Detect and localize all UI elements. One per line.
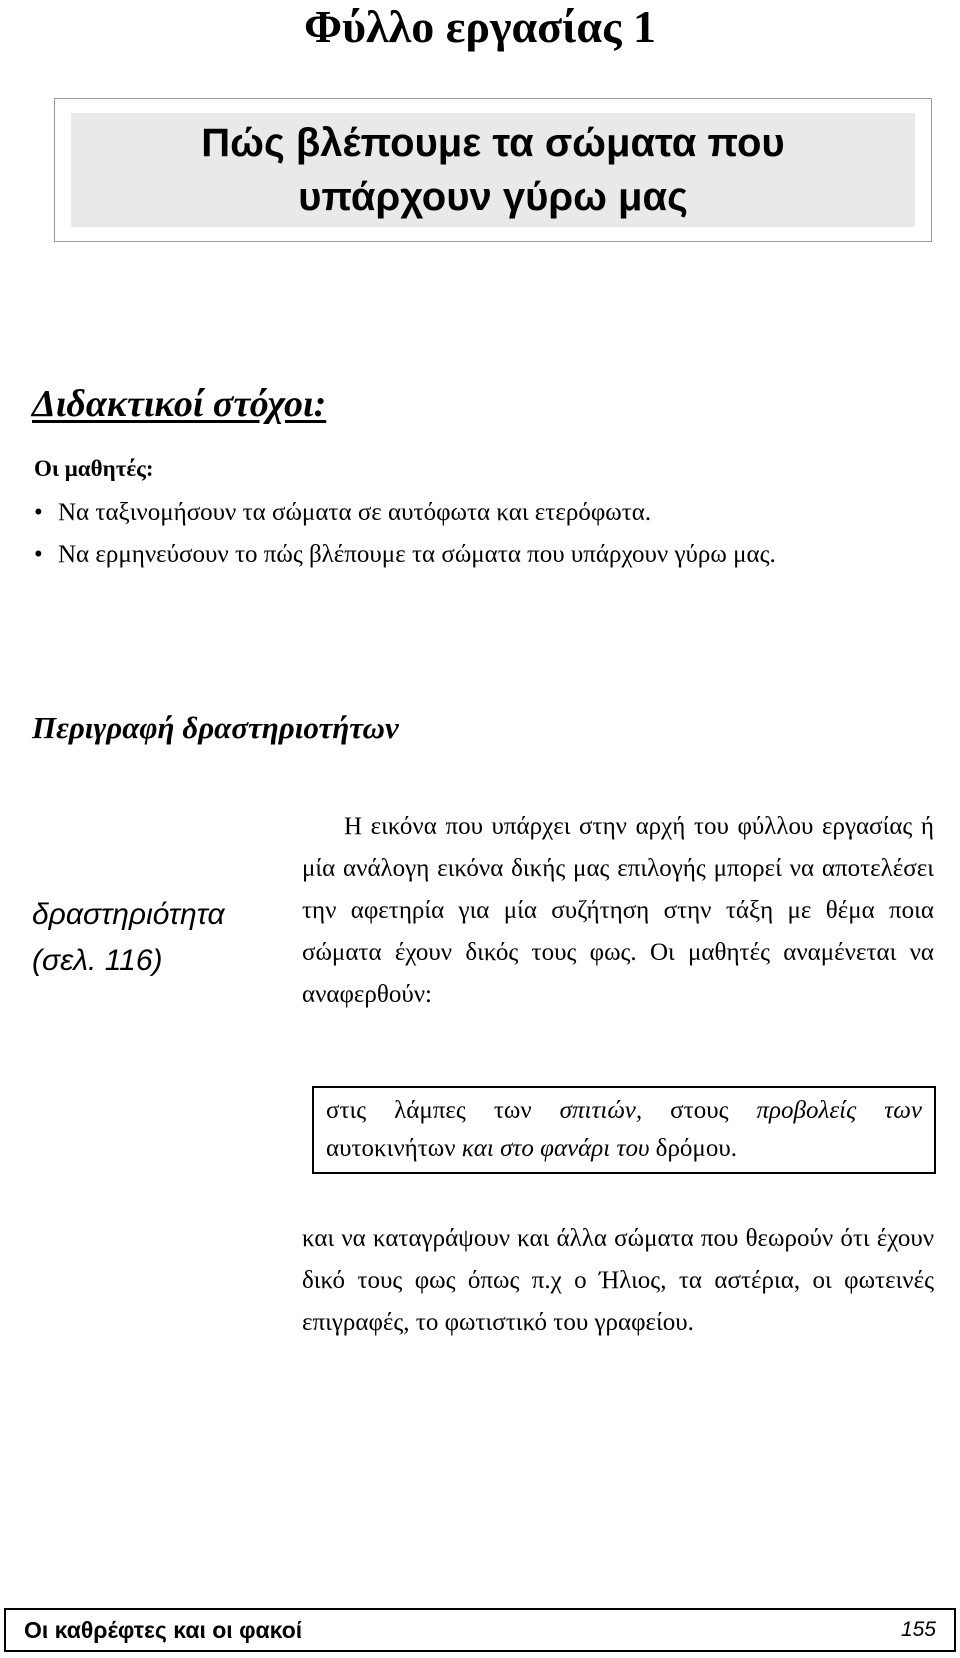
expected-answers-box [312,1086,936,1174]
quote-text-1: στις λάμπες των [326,1097,560,1124]
students-label: Οι μαθητές: [34,456,154,481]
banner-line-2: υπάρχουν γύρω μας [298,175,688,219]
banner-text [71,113,915,227]
goal-item-1: • Να ταξινομήσουν τα σώματα σε αυτόφωτα και ετερόφωτα. [34,492,934,534]
quote-text-4: προβολείς των [756,1097,922,1124]
activity-label [32,892,225,984]
worksheet-title: Φύλλο εργασίας 1 [303,1,657,52]
quote-text-6: και στο φανάρι του [461,1135,650,1162]
quote-text-3: στους [642,1097,757,1124]
activity-label-page: (σελ. 116) [32,944,163,977]
activity-paragraph-1: Η εικόνα που υπάρχει στην αρχή του φύλλου εργασίας ή μία ανάλογη εικόνα δικής μας επιλογής μπορεί να αποτελέσει την αφετηρία για μία συζήτηση στην τάξη με θέμα ποια σώματα έχουν δικός τους φως. Οι μαθητές αναμένεται να αναφερθούν: [302,813,934,1008]
goals-heading: Διδακτικοί στόχοι: [32,383,327,425]
page-footer [4,1608,956,1652]
goals-list [34,492,934,576]
title-banner [54,98,932,242]
quote-text-5: αυτοκινήτων [326,1135,462,1162]
quote-text-7: δρόμου. [649,1135,737,1162]
activity-label-name: δραστηριότητα [32,898,225,931]
quote-text-2: σπιτιών, [559,1097,643,1124]
description-heading: Περιγραφή δραστηριοτήτων [32,710,399,745]
goal-item-2: • Να ερμηνεύσουν το πώς βλέπουμε τα σώματα που υπάρχουν γύρω μας. [34,534,958,576]
banner-line-1: Πώς βλέπουμε τα σώματα που [201,121,785,165]
activity-paragraph-2: και να καταγράψουν και άλλα σώματα που θεωρούν ότι έχουν δικό τους φως όπως π.χ ο Ήλιος, τα αστέρια, οι φωτεινές επιγραφές, το φωτιστικό του γραφείου. [302,1225,934,1336]
footer-book-title: Οι καθρέφτες και οι φακοί [24,1616,303,1643]
footer-page-number: 155 [900,1618,936,1641]
